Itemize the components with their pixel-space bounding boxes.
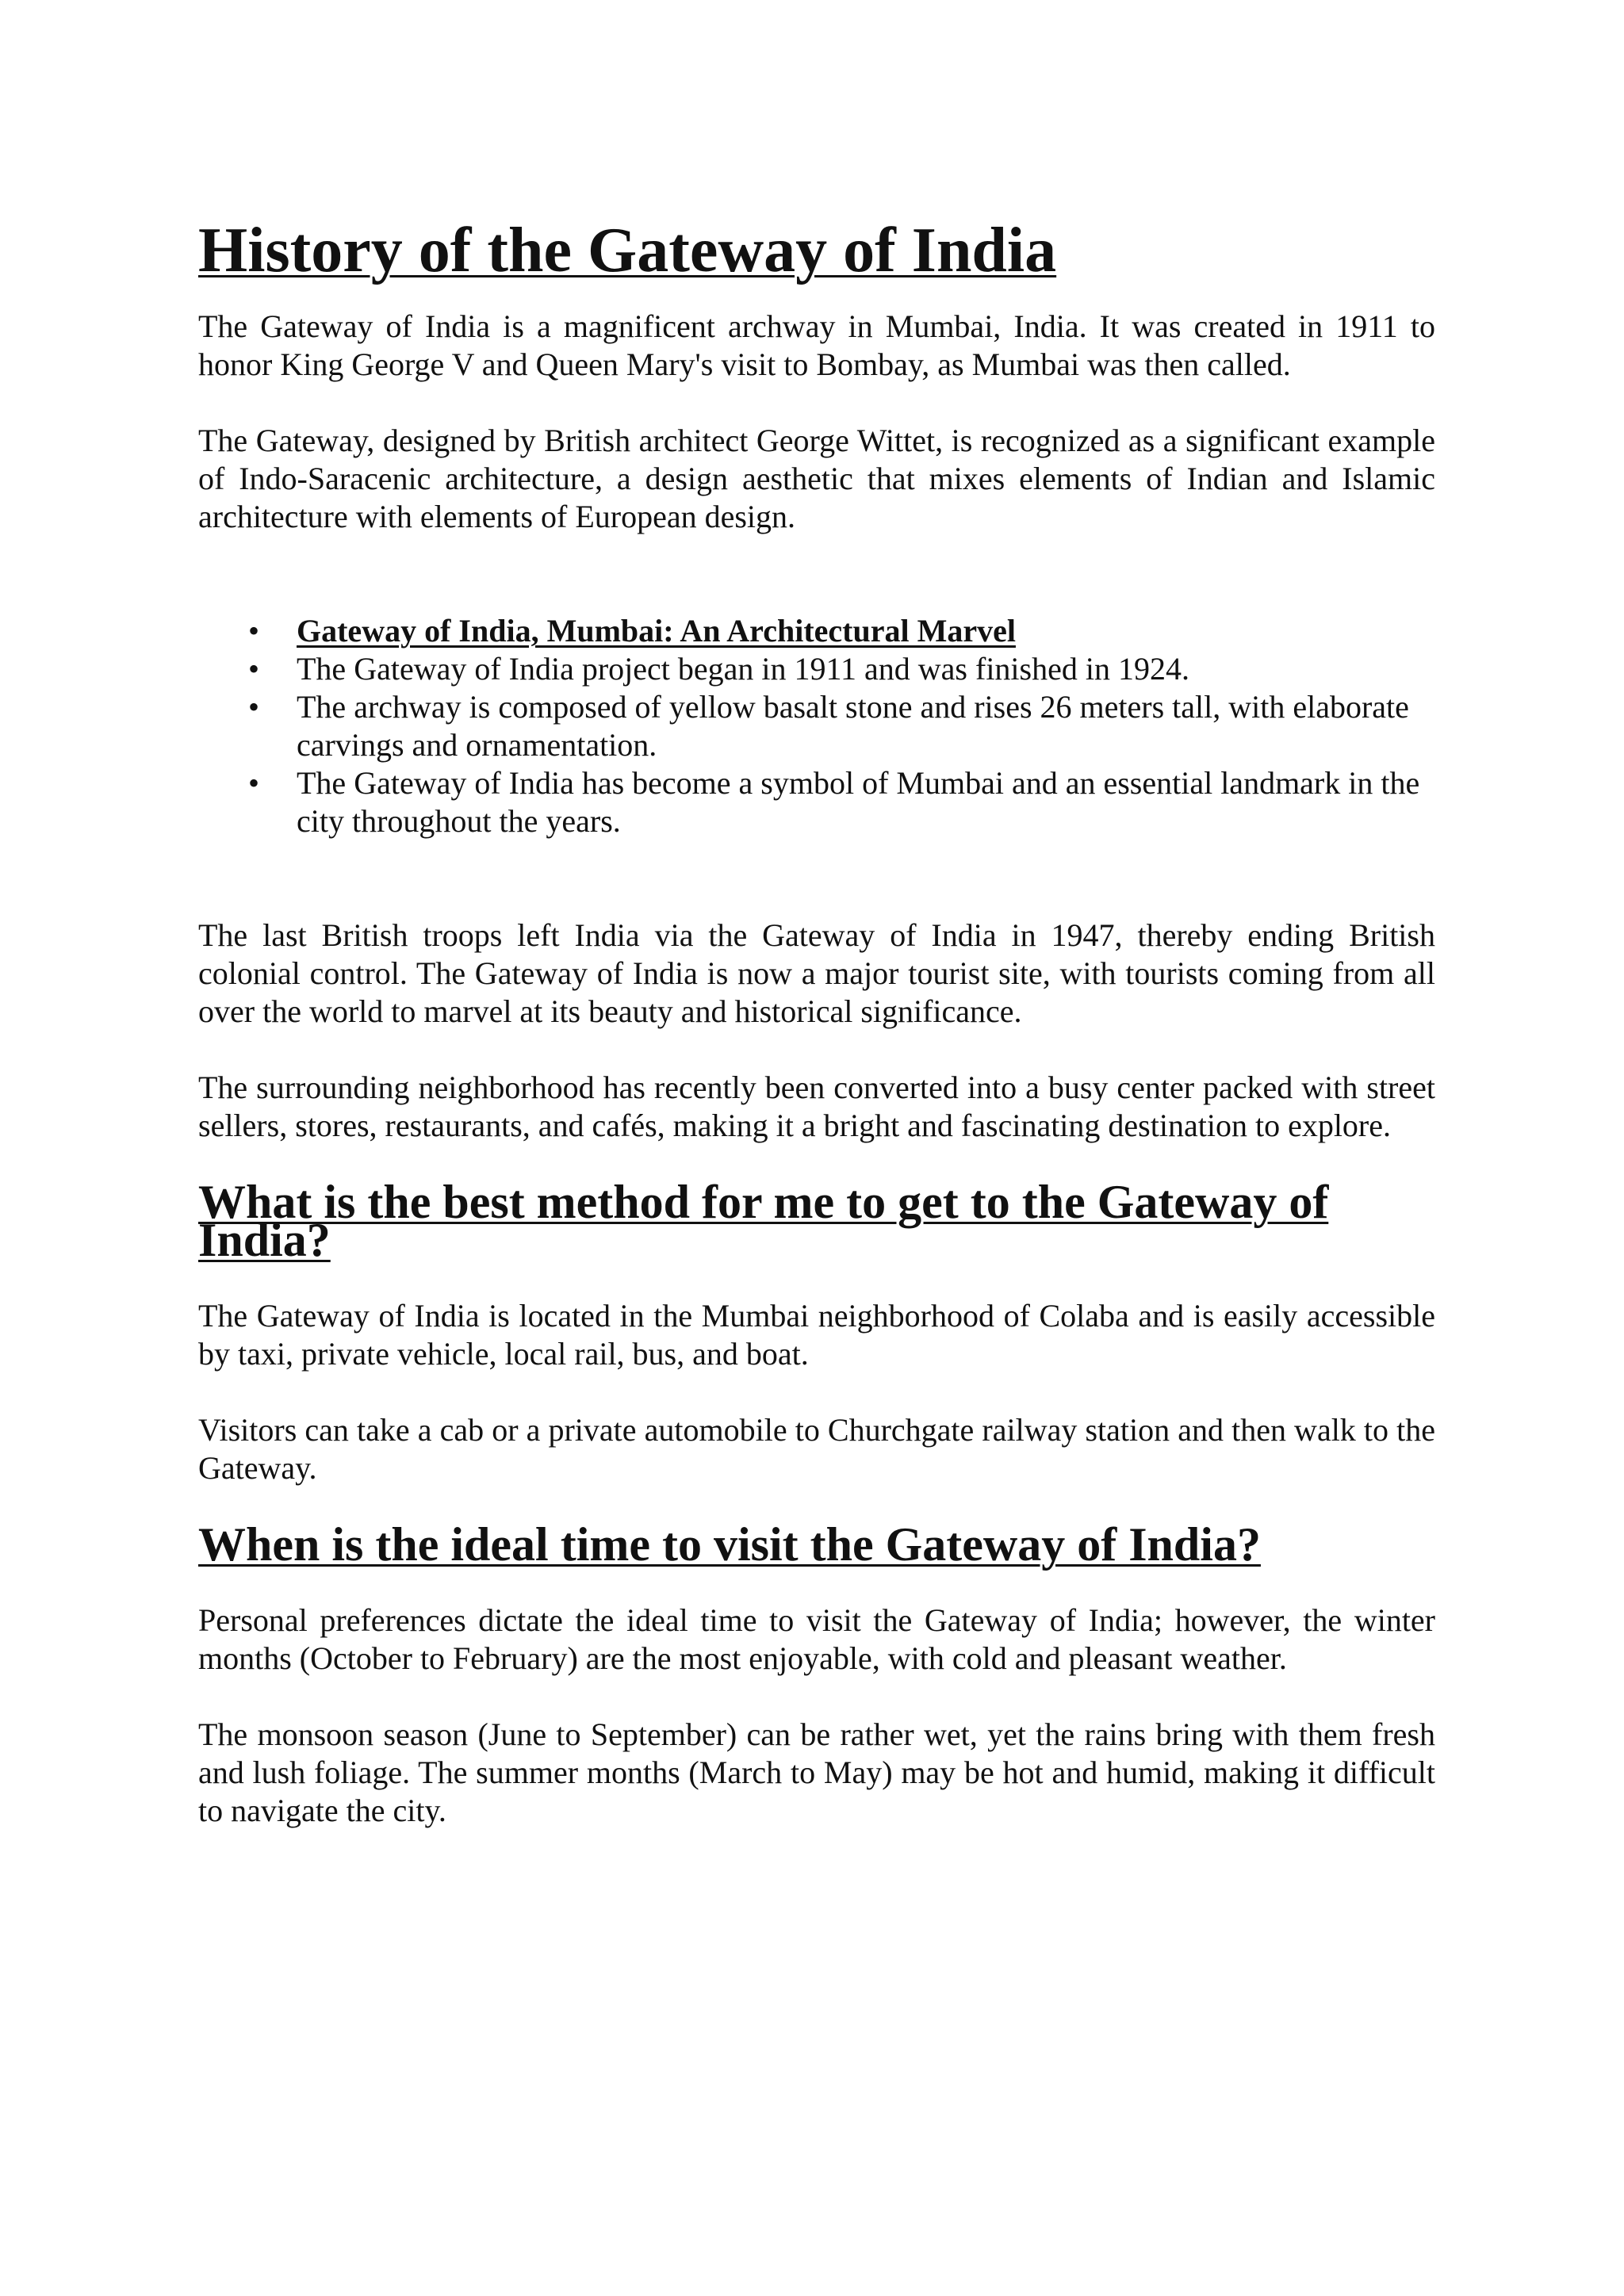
history-paragraph-2: The Gateway, designed by British architect George Wittet, is recognized as a significant example of Indo-Saracenic architecture, a design aesthetic that mixes elements of Indian and Islamic architecture with elements of European design. <box>198 423 1435 534</box>
bullet-text: The archway is composed of yellow basalt stone and rises 26 meters tall, with elaborate carvings and ornamentation. <box>297 689 1409 763</box>
list-item <box>198 612 1435 650</box>
facts-bullet-list <box>198 612 1435 840</box>
getting-there-paragraph-1: The Gateway of India is located in the Mumbai neighborhood of Colaba and is easily accessible by taxi, private vehicle, local rail, bus, and boat. <box>198 1298 1435 1372</box>
getting-there-paragraph-2: Visitors can take a cab or a private automobile to Churchgate railway station and then walk to the Gateway. <box>198 1412 1435 1486</box>
list-item <box>198 688 1435 764</box>
best-time-paragraph-1: Personal preferences dictate the ideal time to visit the Gateway of India; however, the winter months (October to February) are the most enjoyable, with cold and pleasant weather. <box>198 1602 1435 1676</box>
bullet-icon: • <box>247 689 259 725</box>
list-item <box>198 650 1435 688</box>
document-page <box>198 216 1435 1830</box>
bullet-icon: • <box>247 651 259 687</box>
best-time-heading: When is the ideal time to visit the Gateway of India? <box>198 1518 1261 1571</box>
history-heading: History of the Gateway of India <box>198 216 1057 285</box>
history-paragraph-3: The last British troops left India via the Gateway of India in 1947, thereby ending British colonial control. The Gateway of India is now a major tourist site, with tourists coming from all over the world to marvel at its beauty and historical significance. <box>198 917 1435 1029</box>
bullet-icon: • <box>247 613 259 649</box>
bullet-text: The Gateway of India project began in 1911 and was finished in 1924. <box>297 651 1189 687</box>
getting-there-heading: What is the best method for me to get to the Gateway of India? <box>198 1176 1329 1266</box>
history-paragraph-1: The Gateway of India is a magnificent archway in Mumbai, India. It was created in 1911 to honor King George V and Queen Mary's visit to Bombay, as Mumbai was then called. <box>198 308 1435 382</box>
bullet-heading: Gateway of India, Mumbai: An Architectural Marvel <box>297 613 1016 649</box>
history-paragraph-4: The surrounding neighborhood has recently been converted into a busy center packed with street sellers, stores, restaurants, and cafés, making it a bright and fascinating destination to explore. <box>198 1070 1435 1143</box>
bullet-text: The Gateway of India has become a symbol of Mumbai and an essential landmark in the city throughout the years. <box>297 765 1420 839</box>
list-item <box>198 764 1435 840</box>
bullet-icon: • <box>247 765 259 801</box>
best-time-paragraph-2: The monsoon season (June to September) can be rather wet, yet the rains bring with them fresh and lush foliage. The summer months (March to May) may be hot and humid, making it difficult to navigate the city. <box>198 1716 1435 1828</box>
